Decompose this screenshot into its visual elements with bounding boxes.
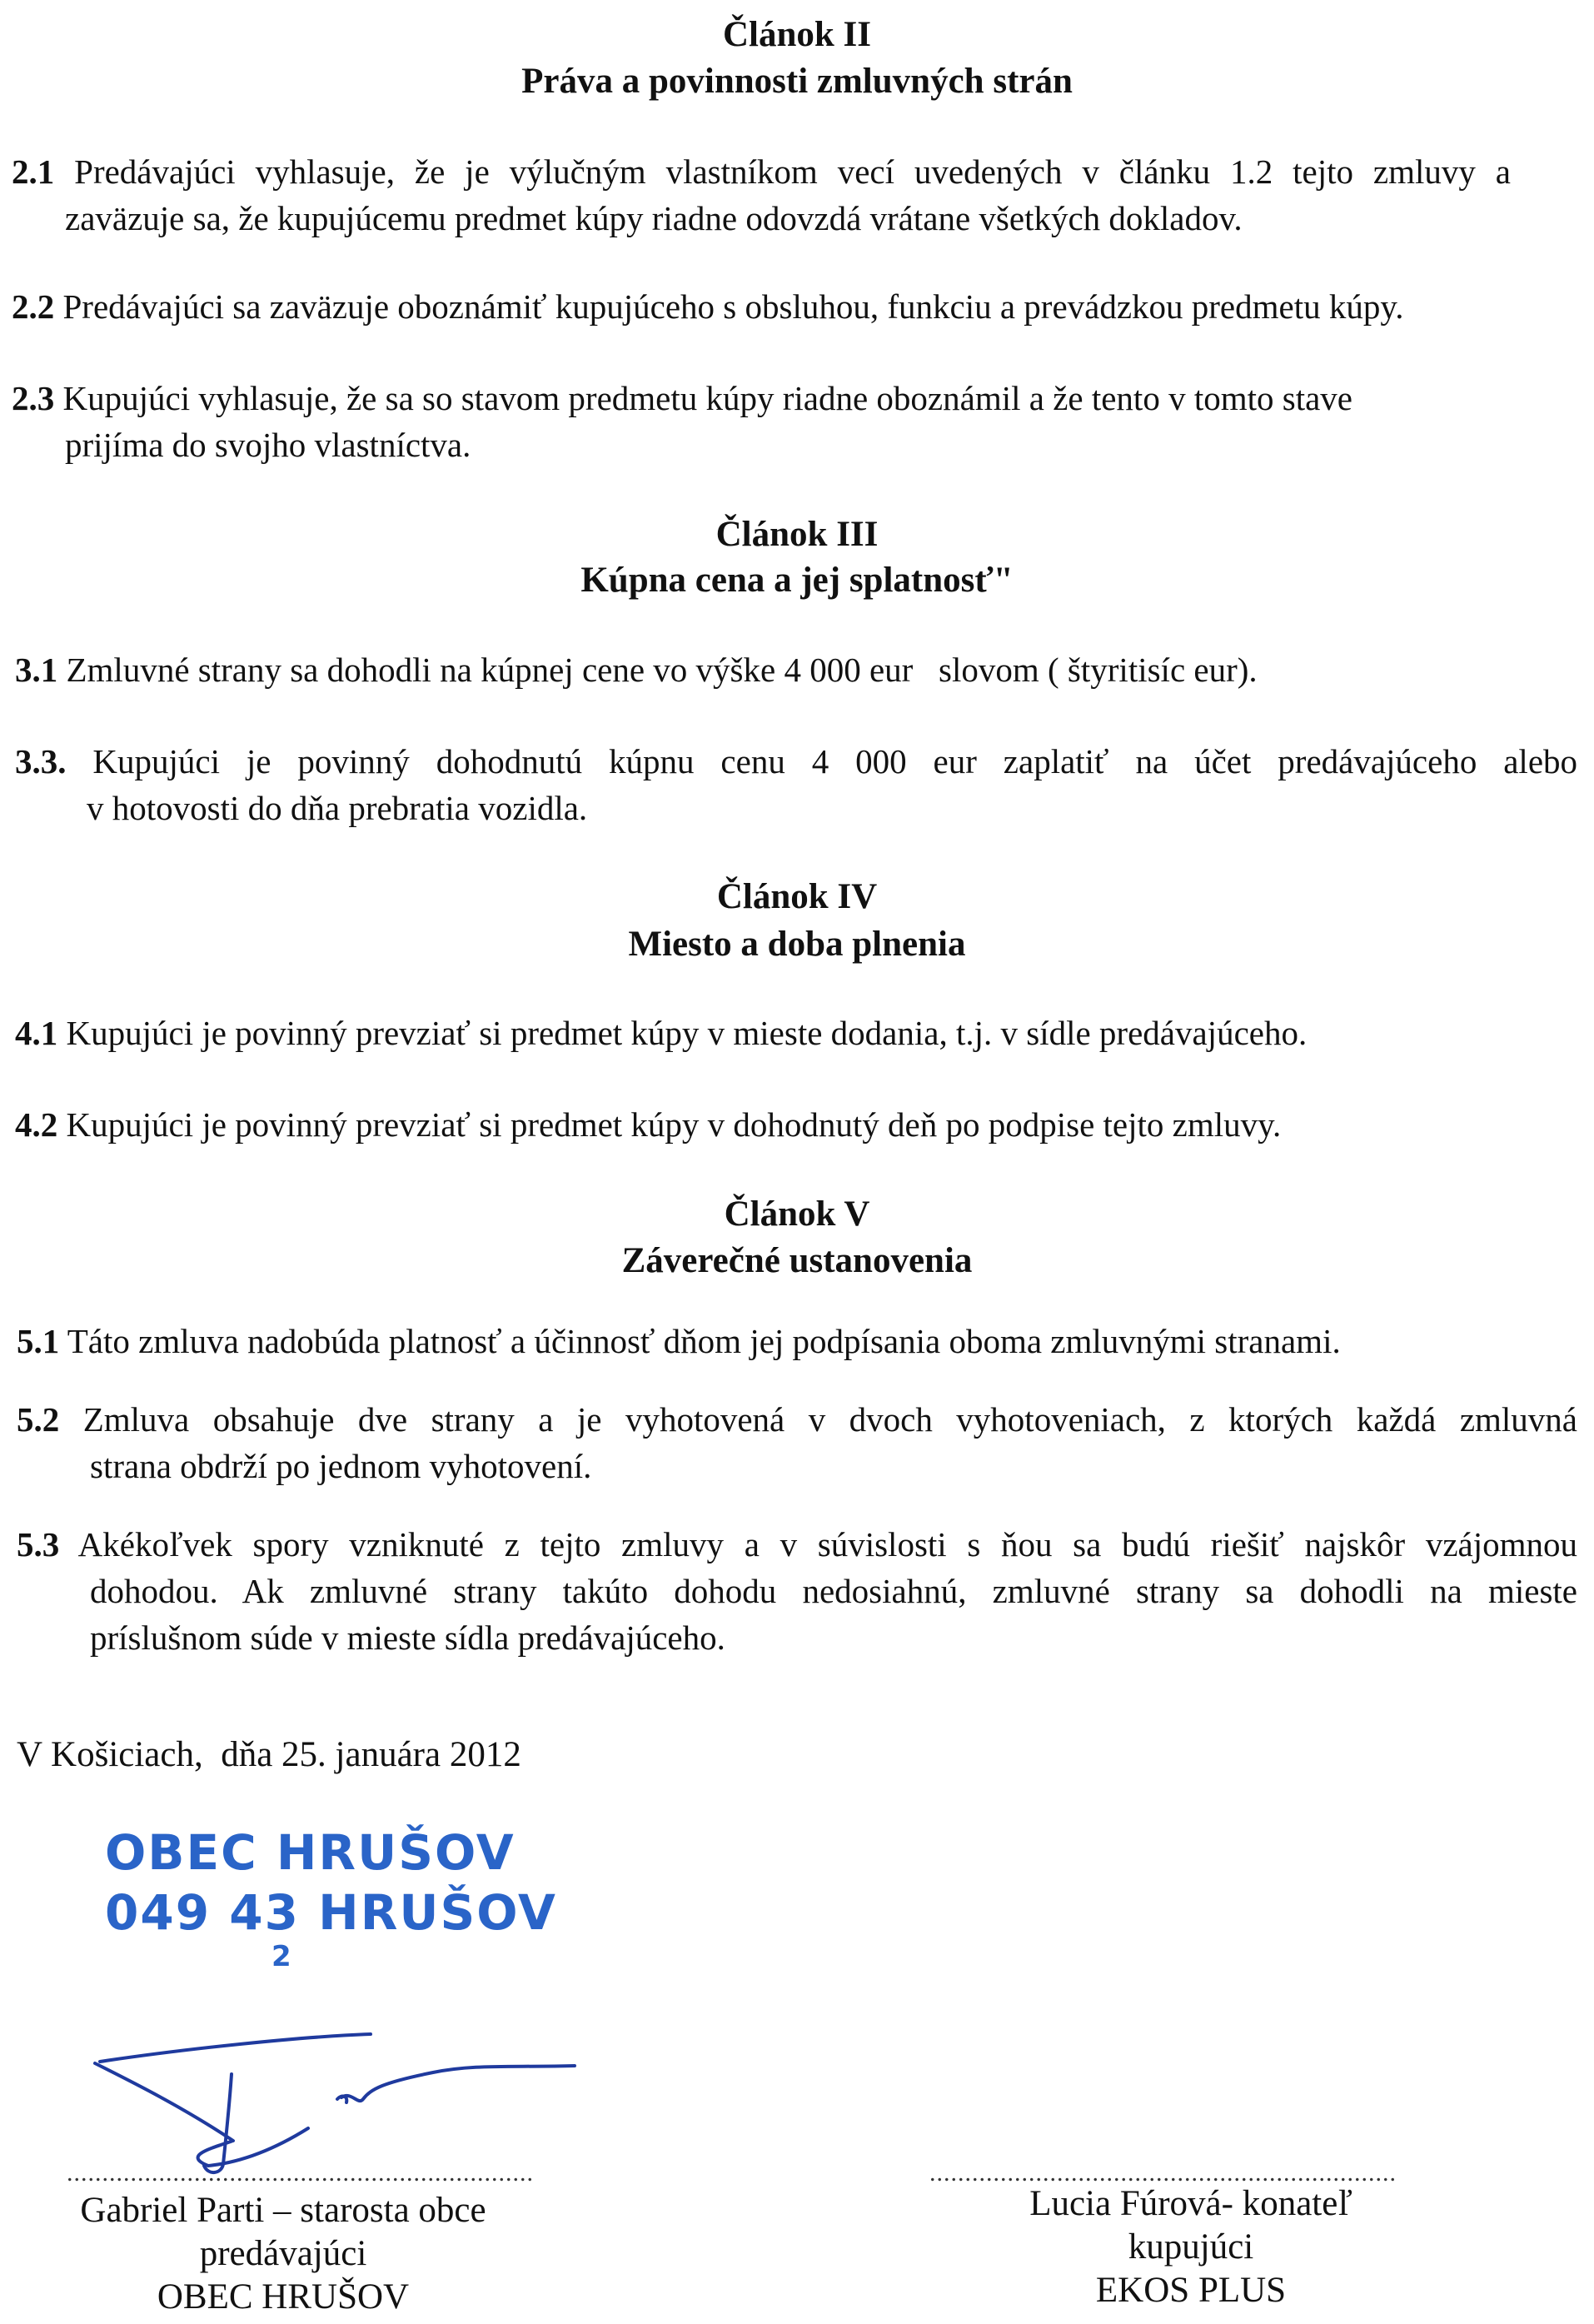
clause-5-3-line-1 bbox=[17, 1521, 1577, 1568]
clause-5-1-line-1 bbox=[17, 1318, 1566, 1364]
clause-5-3-line-2: dohodou. Ak zmluvné strany takúto dohodu nedosiahnú, zmluvné strany sa dohodli na mieste bbox=[90, 1572, 1577, 1610]
clause-3-3-line-2: v hotovosti do dňa prebratia vozidla. bbox=[87, 789, 588, 827]
seller-signature-image bbox=[83, 2016, 600, 2182]
clause-text: Kupujúci je povinný dohodnutú kúpnu cenu 4 000 eur zaplatiť na účet predávajúceho alebo bbox=[92, 742, 1578, 780]
buyer-name: Lucia Fúrová- konateľ bbox=[1029, 2184, 1352, 2223]
clause-number: 5.1 bbox=[17, 1322, 60, 1360]
clause-3-1-line-1 bbox=[15, 646, 1564, 693]
article-4-title: Článok IV bbox=[716, 877, 878, 916]
clause-2-2-line-1 bbox=[12, 283, 1577, 330]
seller-role: predávajúci bbox=[199, 2234, 367, 2273]
clause-2-1-line-2: zaväzuje sa, že kupujúcemu predmet kúpy riadne odovzdá vrátane všetkých dokladov. bbox=[65, 199, 1243, 237]
clause-number: 5.2 bbox=[17, 1400, 60, 1439]
clause-2-1-line-1 bbox=[12, 148, 1511, 195]
municipality-stamp bbox=[105, 1823, 557, 1971]
clause-number: 2.3 bbox=[12, 379, 55, 417]
seller-signature-block bbox=[50, 2189, 516, 2319]
clause-text: Táto zmluva nadobúda platnosť a účinnosť dňom jej podpísania oboma zmluvnými stranami. bbox=[67, 1322, 1341, 1360]
clause-text: Kupujúci je povinný prevziať si predmet kúpy v dohodnutý deň po podpise tejto zmluvy. bbox=[66, 1105, 1282, 1144]
clause-5-3-line-3: príslušnom súde v mieste sídla predávajúceho. bbox=[90, 1618, 725, 1657]
buyer-role: kupujúci bbox=[1128, 2227, 1254, 2267]
clause-2-1 bbox=[12, 148, 1511, 242]
article-2-subtitle: Práva a povinnosti zmluvných strán bbox=[521, 62, 1073, 101]
clause-number: 2.1 bbox=[12, 152, 55, 191]
seller-signature-line: .................................................................. bbox=[67, 2159, 534, 2187]
clause-2-3 bbox=[12, 375, 1527, 468]
clause-text: Kupujúci vyhlasuje, že sa so stavom predmetu kúpy riadne oboznámil a že tento v tomto stave bbox=[62, 379, 1352, 417]
clause-4-2 bbox=[15, 1101, 1564, 1148]
clause-number: 3.3. bbox=[15, 742, 67, 780]
clause-4-1-line-1 bbox=[15, 1010, 1564, 1056]
clause-2-2 bbox=[12, 283, 1577, 330]
article-4-subtitle: Miesto a doba plnenia bbox=[628, 925, 966, 964]
date-place-line bbox=[17, 1734, 521, 1775]
article-5-subtitle: Záverečné ustanovenia bbox=[621, 1241, 973, 1280]
clause-number: 5.3 bbox=[17, 1525, 60, 1563]
clause-2-3-line-1 bbox=[12, 375, 1527, 421]
clause-5-1 bbox=[17, 1318, 1566, 1364]
clause-text: Predávajúci sa zaväzuje oboznámiť kupujúceho s obsluhou, funkciu a prevádzkou predmetu kúpy. bbox=[62, 287, 1404, 326]
clause-number: 3.1 bbox=[15, 651, 58, 689]
clause-4-2-line-1 bbox=[15, 1101, 1564, 1148]
clause-text: Predávajúci vyhlasuje, že je výlučným vlastníkom vecí uvedených v článku 1.2 tejto zmluvy a bbox=[74, 152, 1511, 191]
clause-text: Akékoľvek spory vzniknuté z tejto zmluvy a v súvislosti s ňou sa budú riešiť najskôr vzájomnou bbox=[77, 1525, 1577, 1563]
stamp-line-2: 049 43 HRUŠOV bbox=[105, 1884, 557, 1941]
clause-number: 2.2 bbox=[12, 287, 55, 326]
seller-org: OBEC HRUŠOV bbox=[157, 2277, 410, 2317]
clause-number: 4.2 bbox=[15, 1105, 58, 1144]
stamp-line-1: OBEC HRUŠOV bbox=[105, 1824, 516, 1881]
clause-5-2-line-1 bbox=[17, 1396, 1577, 1443]
clause-text: Zmluvné strany sa dohodli na kúpnej cene vo výške 4 000 eur slovom ( štyritisíc eur). bbox=[66, 651, 1258, 689]
article-5-title: Článok V bbox=[724, 1194, 870, 1234]
buyer-signature-block bbox=[958, 2182, 1424, 2312]
clause-5-2 bbox=[17, 1396, 1577, 1489]
article-3-title: Článok III bbox=[715, 515, 879, 554]
clause-3-3 bbox=[15, 738, 1577, 831]
article-2-title: Článok II bbox=[722, 15, 872, 54]
clause-5-2-line-2: strana obdrží po jednom vyhotovení. bbox=[90, 1447, 592, 1485]
clause-3-1 bbox=[15, 646, 1564, 693]
clause-5-3 bbox=[17, 1521, 1577, 1661]
clause-text: Zmluva obsahuje dve strany a je vyhotovená v dvoch vyhotoveniach, z ktorých každá zmluvná bbox=[82, 1400, 1577, 1439]
article-3-subtitle: Kúpna cena a jej splatnosť" bbox=[580, 561, 1014, 600]
buyer-org: EKOS PLUS bbox=[1095, 2271, 1287, 2310]
buyer-signature-line: .................................................................. bbox=[929, 2159, 1397, 2187]
date-place-text: V Košiciach, dňa 25. januára 2012 bbox=[17, 1735, 521, 1774]
clause-number: 4.1 bbox=[15, 1014, 58, 1052]
seller-name: Gabriel Parti – starosta obce bbox=[80, 2191, 486, 2230]
clause-3-3-line-1 bbox=[15, 738, 1577, 785]
clause-2-3-line-2: prijíma do svojho vlastníctva. bbox=[65, 426, 471, 464]
clause-4-1 bbox=[15, 1010, 1564, 1056]
clause-text: Kupujúci je povinný prevziať si predmet kúpy v mieste dodania, t.j. v sídle predávajúceho. bbox=[66, 1014, 1308, 1052]
stamp-line-3: 2 bbox=[271, 1940, 293, 1973]
